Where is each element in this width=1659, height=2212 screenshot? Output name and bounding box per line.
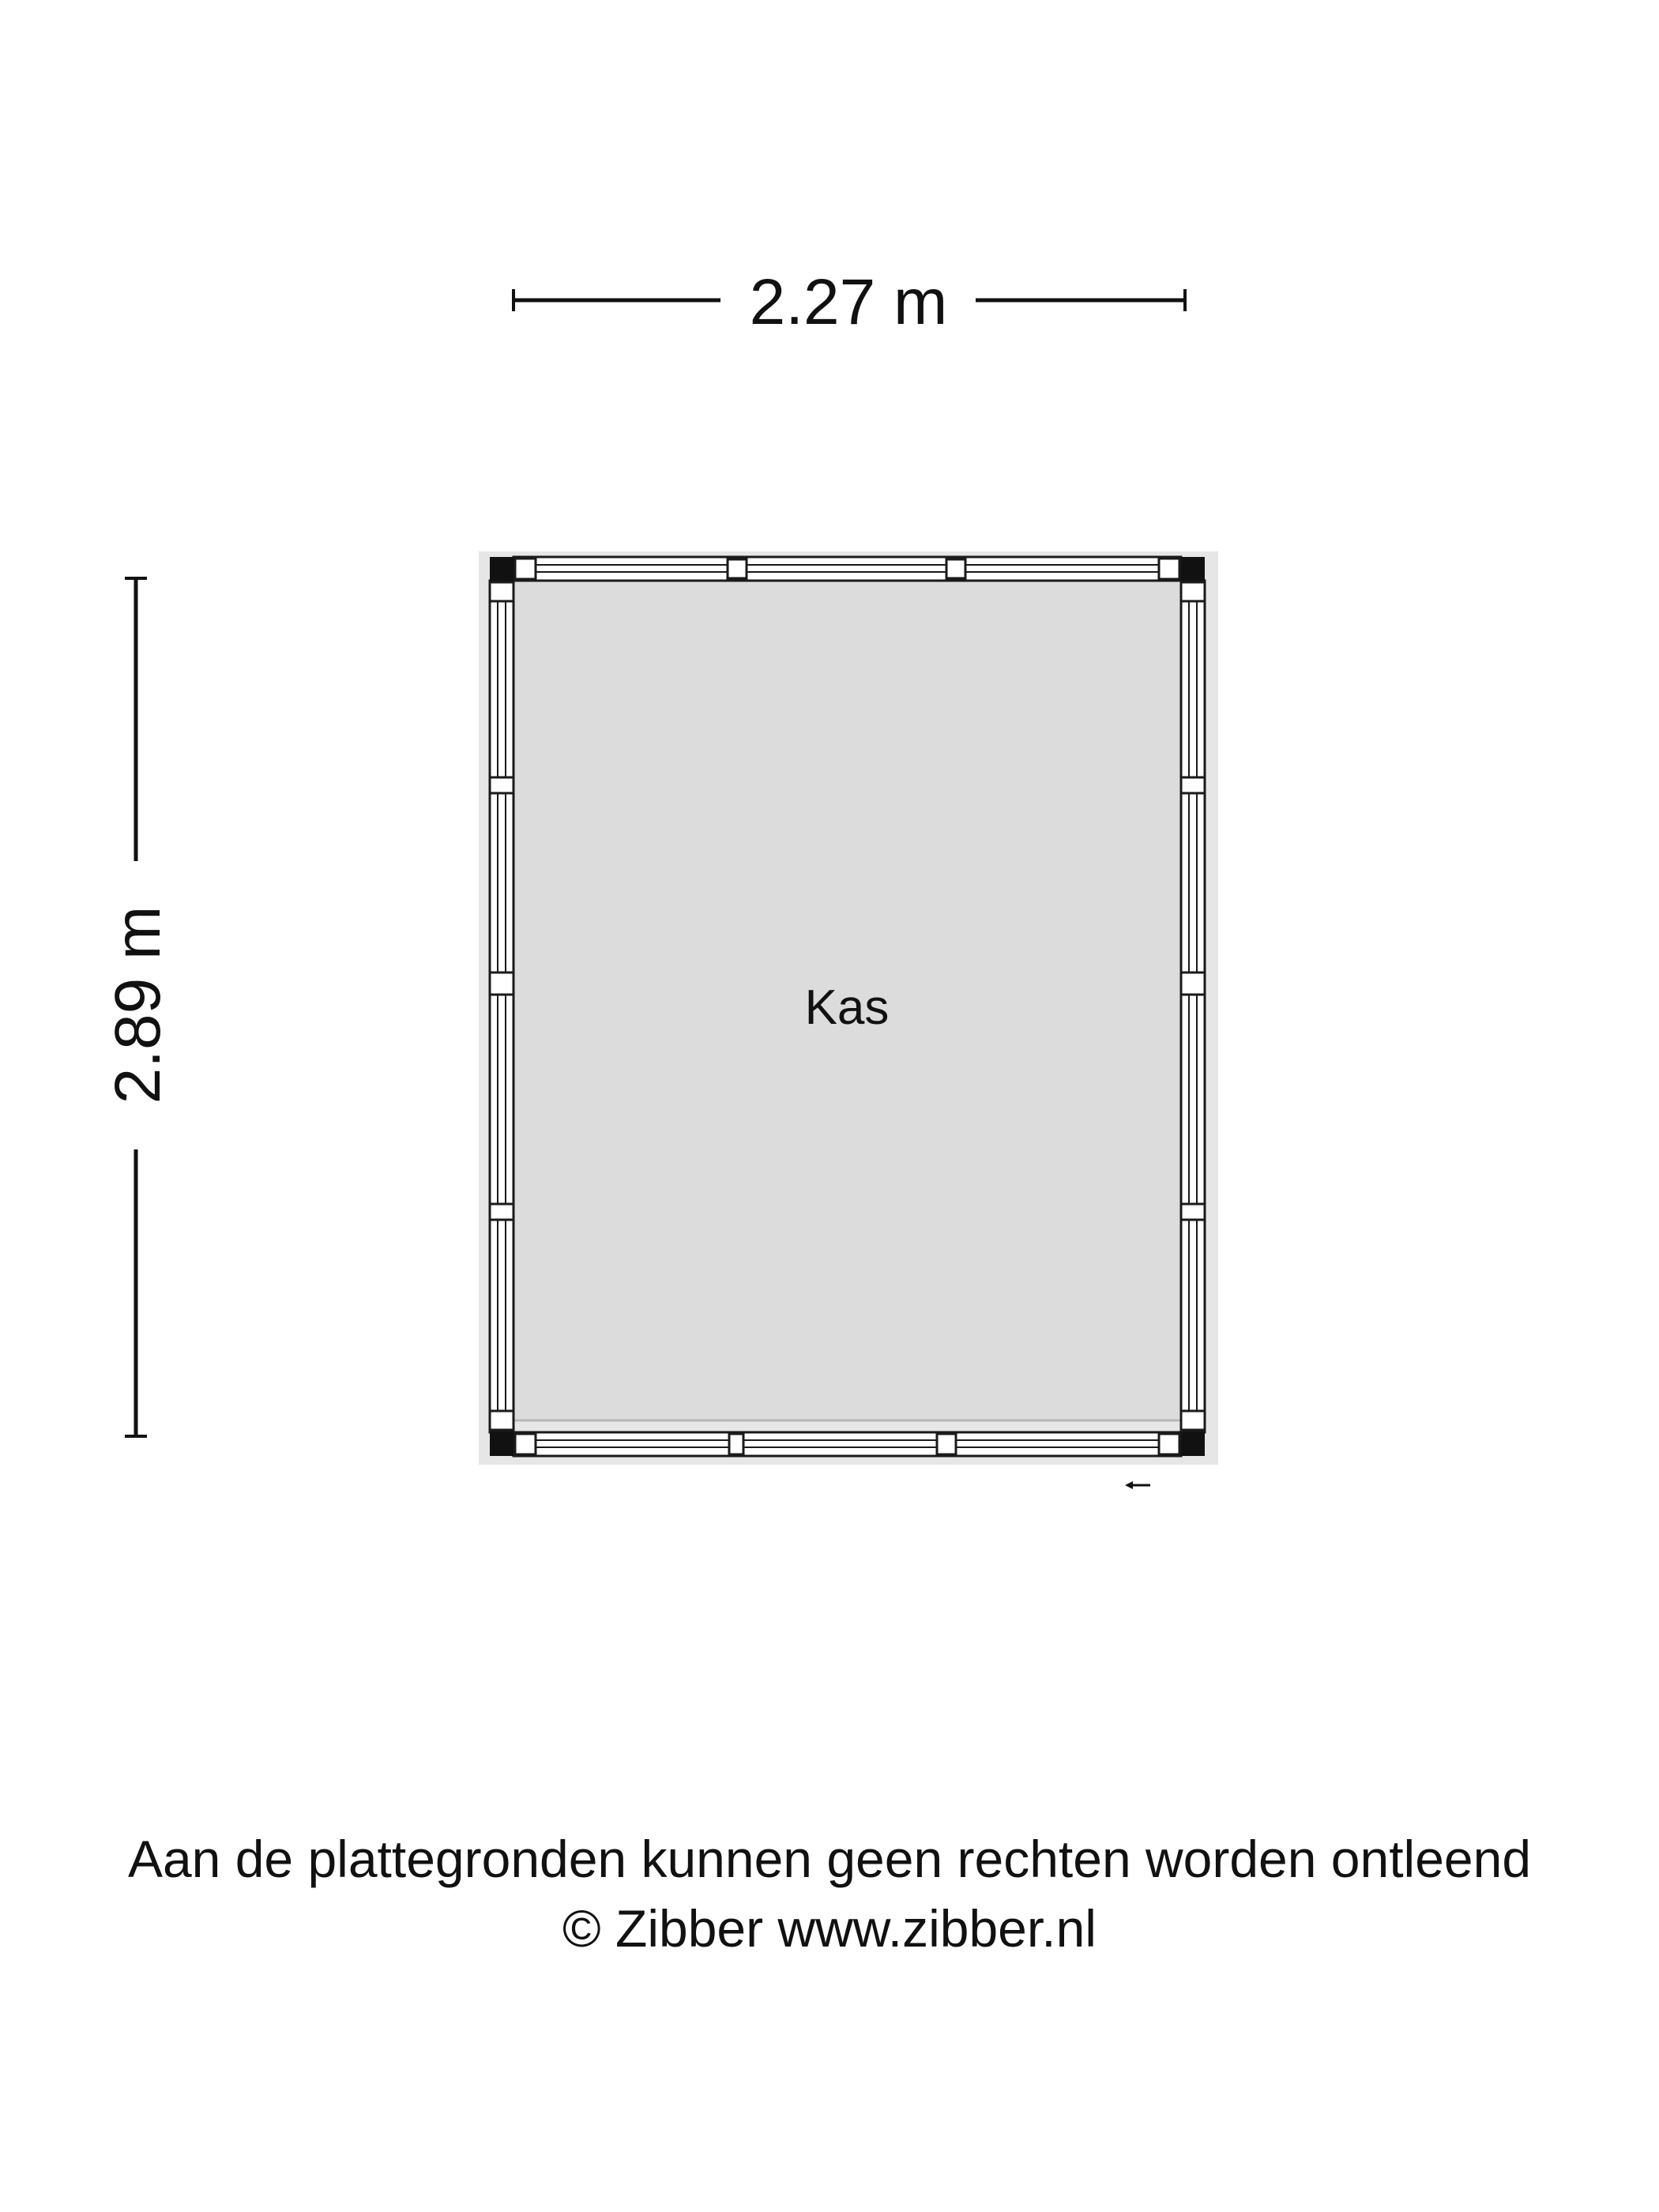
copyright-text: © Zibber www.zibber.nl [562, 1899, 1097, 1958]
wall-bottom-post-1 [729, 1434, 743, 1454]
corner-post-bottom-left [490, 1432, 514, 1456]
depth-dimension-label: 2.89 m [102, 905, 174, 1104]
depth-dimension [102, 578, 174, 1436]
wall-bottom-cap-left [515, 1434, 536, 1454]
wall-left-post-2 [490, 972, 514, 995]
wall-right-post-2 [1181, 972, 1205, 995]
wall-top-cap-left [515, 559, 536, 579]
wall-top-post-2 [946, 559, 965, 578]
disclaimer-text: Aan de plattegronden kunnen geen rechten worden ontleend [127, 1830, 1532, 1888]
wall-right-post-3 [1181, 1204, 1205, 1220]
wall-bottom-post-2 [937, 1434, 956, 1454]
wall-right-post-1 [1181, 777, 1205, 793]
room-label: Kas [804, 980, 890, 1035]
wall-bottom [514, 1432, 1181, 1456]
width-dimension-label: 2.27 m [749, 266, 948, 338]
wall-left-post-3 [490, 1204, 514, 1220]
wall-left [490, 581, 514, 1432]
wall-left-cap-top [490, 582, 514, 601]
wall-left-post-1 [490, 777, 514, 793]
wall-right-cap-bottom [1181, 1411, 1205, 1430]
wall-bottom-cap-right [1159, 1434, 1179, 1454]
greenhouse-structure [479, 551, 1218, 1465]
wall-left-cap-bottom [490, 1411, 514, 1430]
wall-right [1181, 581, 1205, 1432]
corner-post-top-right [1181, 557, 1205, 581]
wall-top [514, 557, 1181, 581]
width-dimension [514, 266, 1185, 338]
wall-top-post-1 [728, 559, 747, 578]
corner-post-bottom-right [1181, 1432, 1205, 1456]
wall-top-cap-right [1159, 559, 1179, 579]
corner-post-top-left [490, 557, 514, 581]
wall-right-cap-top [1181, 582, 1205, 601]
arrow-left-icon [1125, 1481, 1150, 1489]
